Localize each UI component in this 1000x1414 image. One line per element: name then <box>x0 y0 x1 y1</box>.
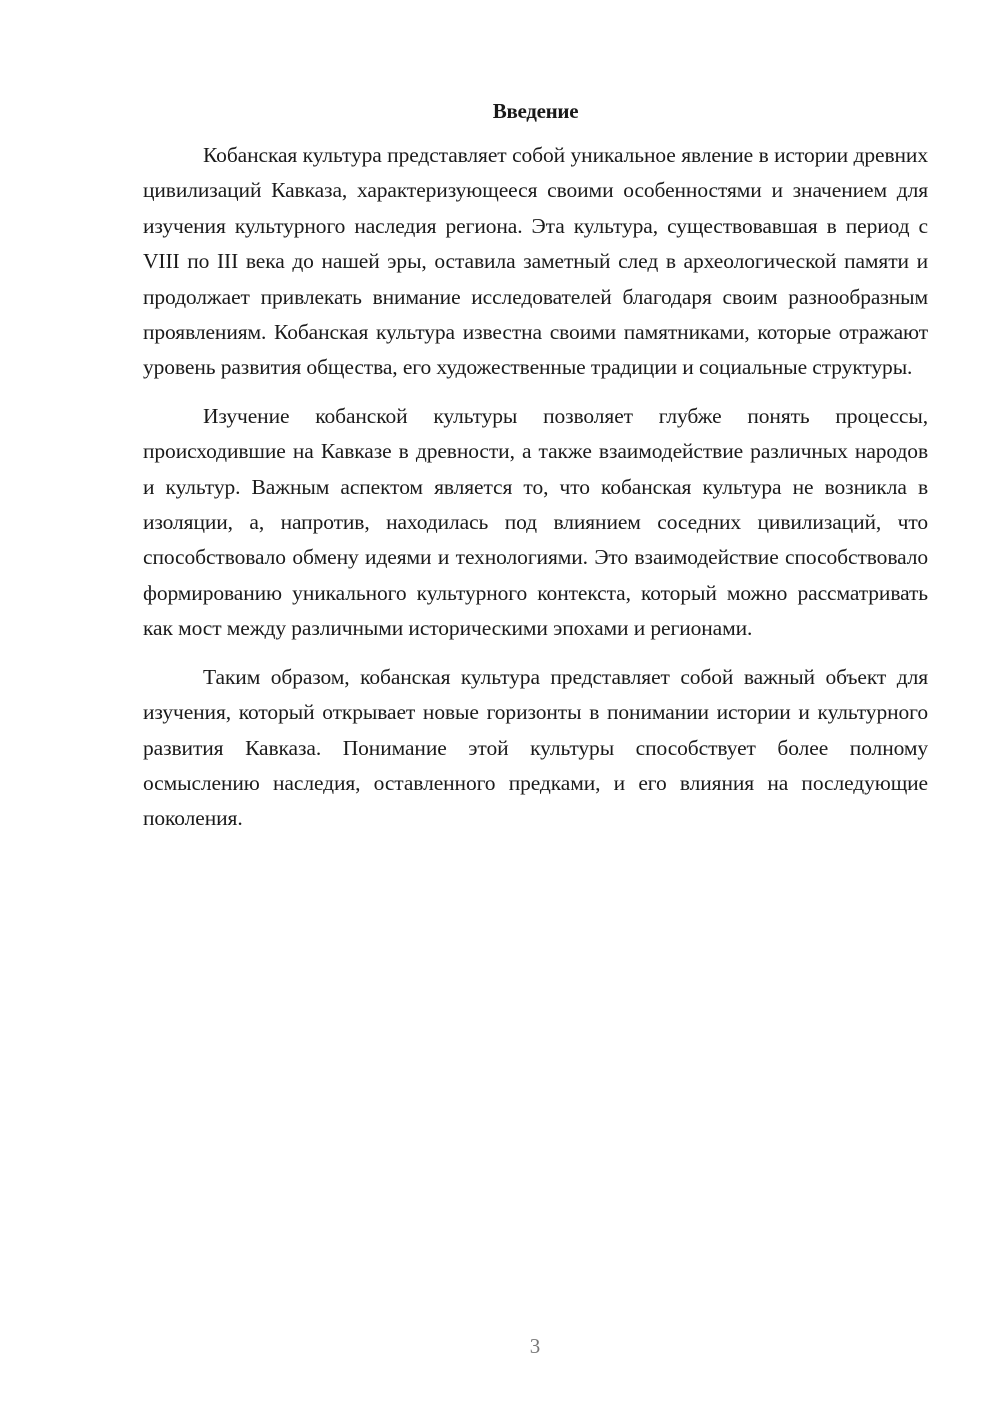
paragraph-1: Кобанская культура представляет собой уникальное явление в истории древних цивилизаций Кавказа, характеризующееся своими особенностями и значением для изучения культурного наследия региона. Эта культура, существовавшая в период с VIII по III века до нашей эры, оставила заметный след в археологической памяти и продолжает привлекать внимание исследователей благодаря своим разнообразным проявлениям. Кобанская культура известна своими памятниками, которые отражают уровень развития общества, его художественные традиции и социальные структуры. <box>143 143 928 380</box>
page-body <box>143 96 928 850</box>
paragraph-3: Таким образом, кобанская культура представляет собой важный объект для изучения, который открывает новые горизонты в понимании истории и культурного развития Кавказа. Понимание этой культуры способствует более полному осмыслению наследия, оставленного предками, и его влияния на последующие поколения. <box>143 664 928 831</box>
page-number: 3 <box>529 1334 541 1358</box>
section-heading: Введение <box>492 99 579 123</box>
paragraph-2: Изучение кобанской культуры позволяет глубже понять процессы, происходившие на Кавказе в древности, а также взаимодействие различных народов и культур. Важным аспектом является то, что кобанская культура не возникла в изоляции, а, напротив, находилась под влиянием соседних цивилизаций, что способствовало обмену идеями и технологиями. Это взаимодействие способствовало формированию уникального культурного контекста, который можно рассматривать как мост между различными историческими эпохами и регионами. <box>143 403 928 641</box>
